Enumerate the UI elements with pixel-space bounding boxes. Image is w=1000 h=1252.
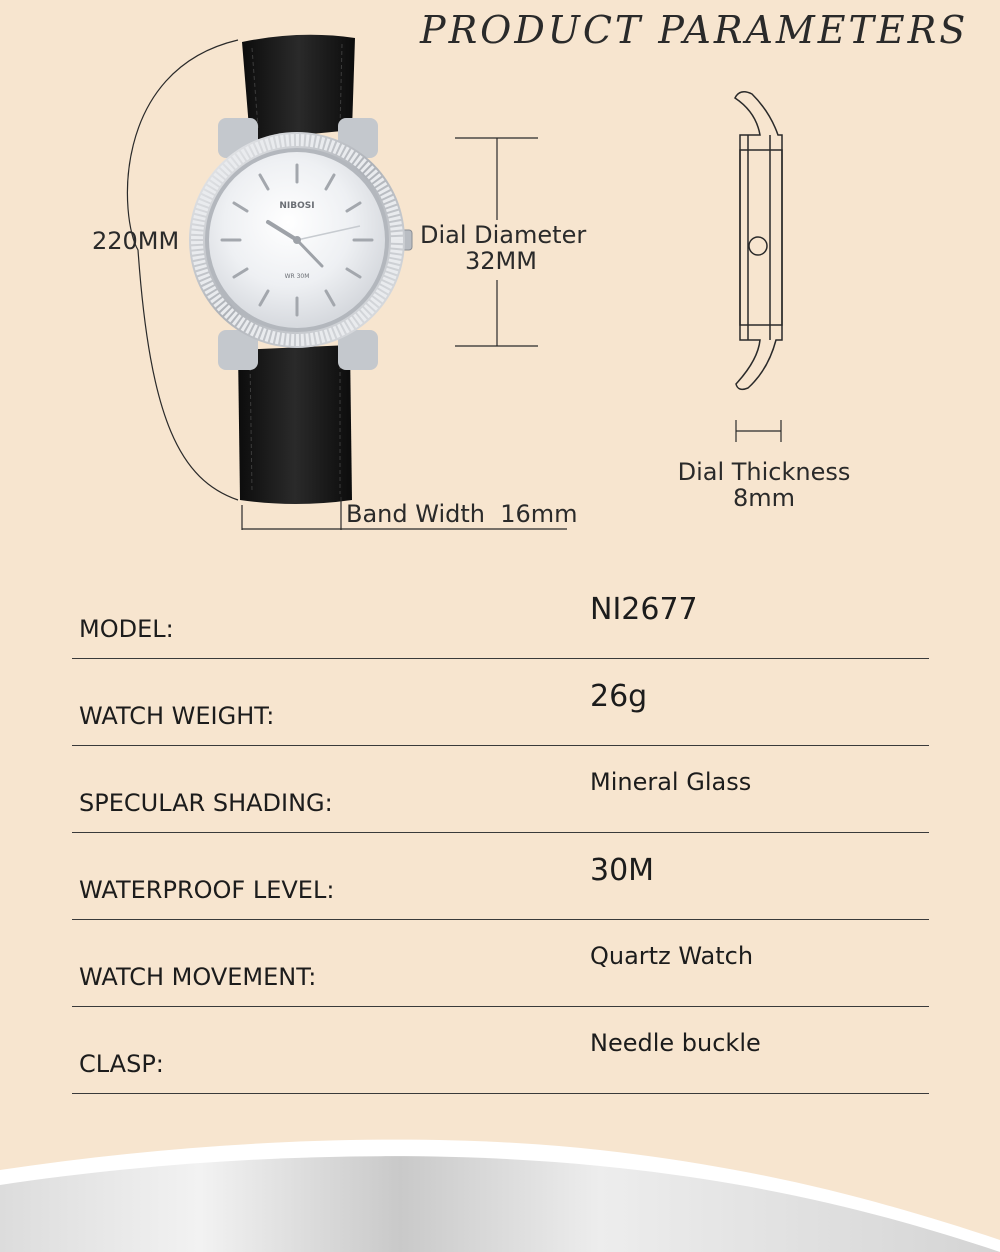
page-title: PRODUCT PARAMETERS	[420, 8, 969, 52]
dial-wr-text: WR 30M	[284, 273, 310, 280]
spec-value: Mineral Glass	[590, 768, 752, 796]
spec-value: 30M	[590, 853, 655, 888]
spec-value: Quartz Watch	[590, 942, 754, 970]
spec-value: NI2677	[590, 592, 698, 627]
spec-label: WATERPROOF LEVEL:	[79, 876, 335, 904]
band-width-label: Band Width 16mm	[346, 500, 578, 528]
spec-table	[72, 572, 929, 1094]
spec-row-clasp	[72, 1007, 929, 1094]
spec-label: WATCH WEIGHT:	[79, 702, 275, 730]
strap-length-label: 220MM	[92, 227, 180, 255]
dial-brand: NIBOSI	[279, 201, 315, 211]
strap-bottom	[238, 345, 352, 504]
spec-label: WATCH MOVEMENT:	[79, 963, 317, 991]
spec-label: CLASP:	[79, 1050, 164, 1078]
spec-value: 26g	[590, 679, 648, 714]
decorative-wave-footer	[0, 1130, 1000, 1252]
spec-row-glass	[72, 746, 929, 833]
spec-row-movement	[72, 920, 929, 1007]
spec-label: SPECULAR SHADING:	[79, 789, 333, 817]
thickness-value: 8mm	[732, 484, 796, 512]
dial-diameter-value: 32MM	[465, 247, 537, 275]
dial-diameter-label: Dial Diameter	[420, 221, 587, 249]
spec-row-waterproof	[72, 833, 929, 920]
thickness-label: Dial Thickness	[677, 458, 851, 486]
strap-top	[242, 35, 355, 140]
spec-label: MODEL:	[79, 615, 174, 643]
spec-value: Needle buckle	[590, 1029, 761, 1057]
spec-row-weight	[72, 659, 929, 746]
spec-row-model	[72, 572, 929, 659]
watch-side-profile	[735, 92, 782, 390]
